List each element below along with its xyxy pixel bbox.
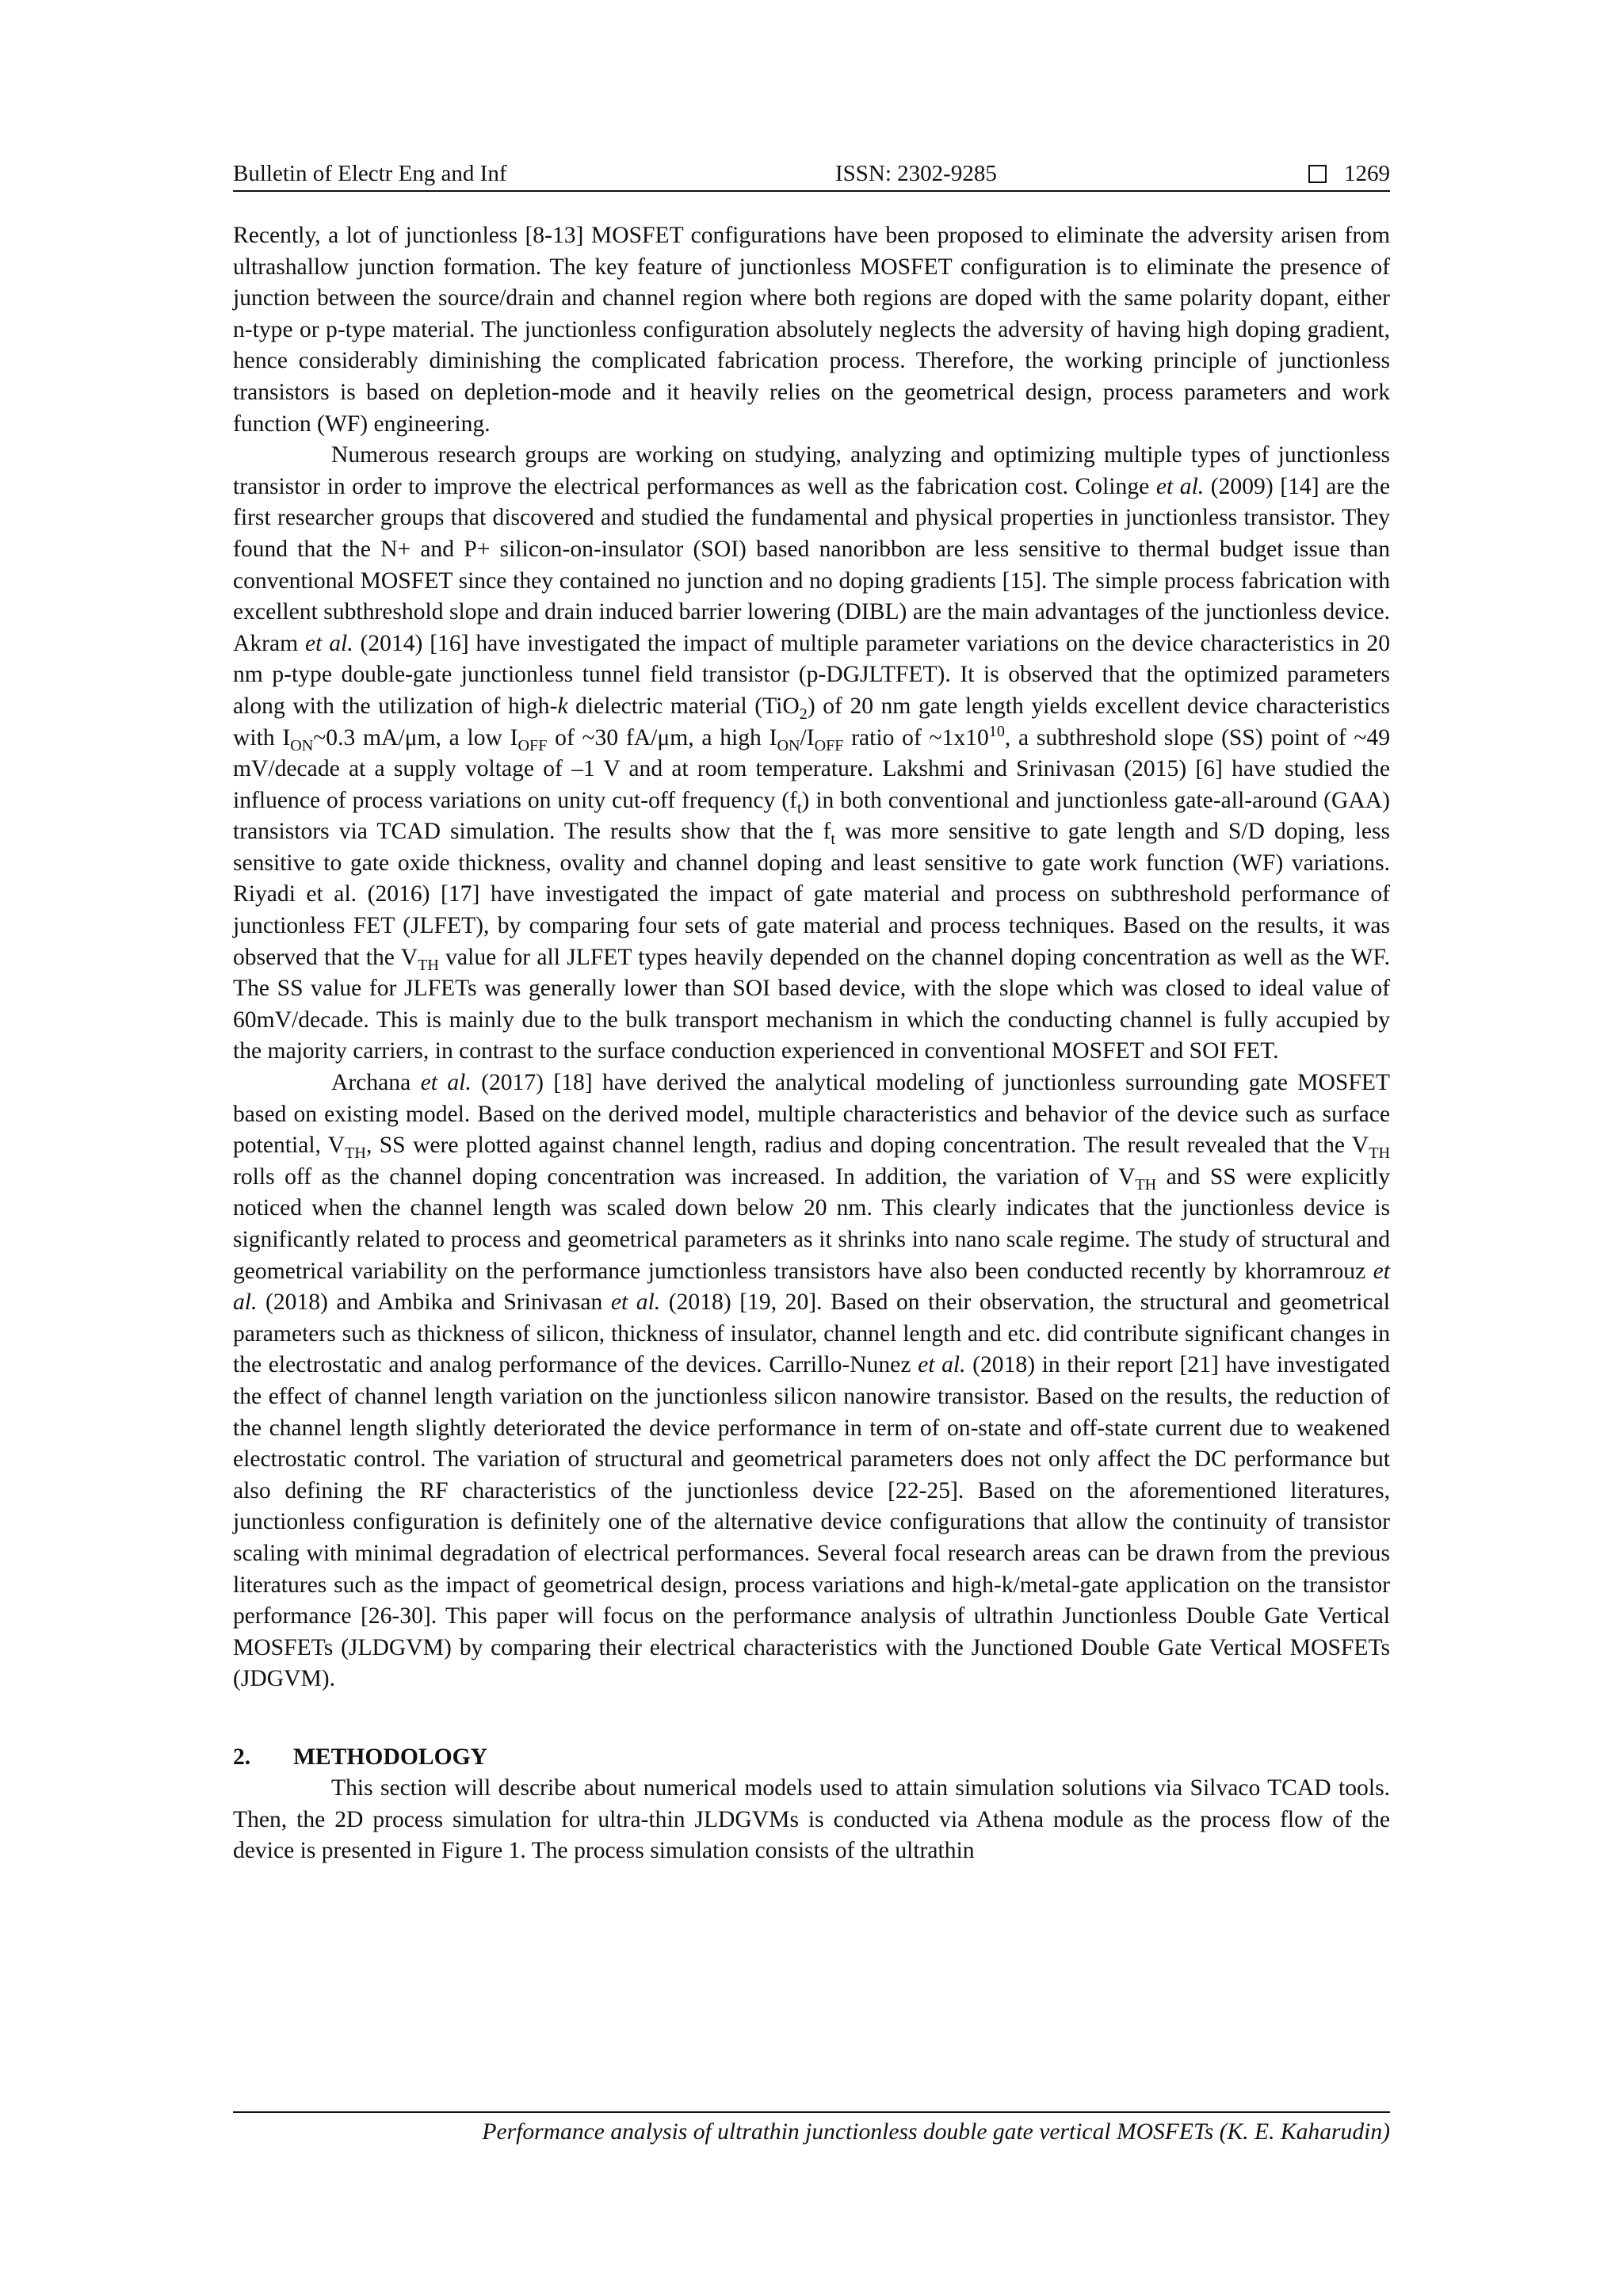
text-run: , a subthreshold slope (SS) point of ~49 mV/decade at a supply voltage of –1 V and at room temperature. Lakshmi and Srinivasan (2015) [6] have studied the influence of process variations on unity cut-off frequency (f [233, 724, 1391, 813]
text-run: Archana [331, 1070, 421, 1096]
journal-name: Bulletin of Electr Eng and Inf [233, 161, 507, 186]
section-title: METHODOLOGY [293, 1744, 487, 1770]
text-run: (2018) and Ambika and Srinivasan [257, 1289, 611, 1316]
text-run: of ~30 fA/μm, a high I [547, 724, 777, 751]
et-al: et al. [305, 630, 353, 656]
page-number-group [1308, 155, 1390, 192]
text-run: , SS were plotted against channel length, radius and doping concentration. The result revealed that the V [365, 1133, 1369, 1159]
page-number: 1269 [1344, 161, 1390, 186]
text-run: ratio of ~1x10 [843, 724, 989, 751]
text-run: value for all JLFET types heavily depended on the channel doping concentration as well as the WF. The SS value for JLFETs was generally lower than SOI based device, with the slope which was closed to ideal value of 60mV/decade. This is mainly due to the bulk transport mechanism in which the conducting channel is fully accupied by the majority carriers, in contrast to the surface conduction experienced in conventional MOSFET and SOI FET. [233, 944, 1390, 1064]
square-box-icon [1308, 165, 1327, 183]
text-run: and SS were explicitly noticed when the channel length was scaled down below 20 nm. This clearly indicates that the junctionless device is significantly related to process and geometrical parameters as it shrinks into nano scale regime. The study of structural and geometrical variability on the performance jumctionless transistors have also been conducted recently by khorramrouz [233, 1163, 1390, 1284]
text-run: (2017) [18] have derived the analytical modeling of junctionless surrounding gate MOSFET based on existing model. Based on the derived model, multiple characteristics and behavior of the device such as surface potential, V [233, 1070, 1390, 1159]
subscript: OFF [517, 736, 548, 755]
subscript: t [796, 799, 802, 817]
subscript: ON [290, 736, 314, 755]
text-run: /I [800, 724, 815, 751]
paragraph-1-text: Recently, a lot of junctionless [8-13] MOSFET configurations have been proposed to eliminate the adversity arisen from ultrashallow junction formation. The key feature of junctionless MOSFET configuration is to eliminate the presence of junction between the source/drain and channel region where both regions are doped with the same polarity dopant, either n-type or p-type material. The junctionless configuration absolutely neglects the adversity of having high doping gradient, hence considerably diminishing the complicated fabrication process. Therefore, the working principle of junctionless transistors is based on depletion-mode and it heavily relies on the geometrical design, process parameters and work function (WF) engineering. [233, 223, 1390, 437]
paragraph-2 [233, 440, 1390, 1068]
issn: ISSN: 2302-9285 [835, 161, 997, 186]
superscript: 10 [988, 722, 1005, 740]
subscript: ON [777, 736, 800, 755]
et-al: et al. [233, 1258, 1390, 1316]
text-run: ) of 20 nm gate length yields excellent device characteristics with I [233, 693, 1391, 751]
header-rule [233, 190, 1390, 192]
footer-rule [233, 2111, 1390, 2113]
subscript: TH [1369, 1144, 1390, 1163]
subscript: 2 [799, 705, 808, 723]
text-run: ~0.3 mA/μm, a low I [313, 724, 518, 751]
text-run: ) in both conventional and junctionless gate-all-around (GAA) transistors via TCAD simulation. The results show that the f [233, 787, 1390, 845]
text-run: (2009) [14] are the first researcher groups that discovered and studied the fundamental and physical properties in junctionless transistor. They found that the N+ and P+ silicon-on-insulator (SOI) based nanoribbon are less sensitive to thermal budget issue than conventional MOSFET since they contained no junction and no doping gradients [15]. The simple process fabrication with excellent subthreshold slope and drain induced barrier lowering (DIBL) are the main advantages of the junctionless device. Akram [233, 473, 1390, 656]
paragraph-3 [233, 1068, 1390, 1695]
section-number: 2. [233, 1744, 251, 1770]
text-run: (2018) [19, 20]. Based on their observation, the structural and geometrical parameters such as thickness of silicon, thickness of insulator, channel length and etc. did contribute significant changes in the electrostatic and analog performance of the devices. Carrillo-Nunez [233, 1289, 1390, 1378]
italic-k: k [557, 693, 568, 719]
subscript: TH [1135, 1175, 1157, 1194]
body-text [233, 220, 1390, 1867]
paragraph-4 [233, 1773, 1390, 1867]
text-run: rolls off as the channel doping concentration was increased. In addition, the variation of V [233, 1163, 1136, 1190]
et-al: et al. [918, 1352, 966, 1378]
subscript: t [831, 831, 835, 849]
et-al: et al. [1155, 473, 1205, 499]
subscript: OFF [814, 736, 844, 755]
text-run: (2014) [16] have investigated the impact of multiple parameter variations on the device characteristics in 20 nm p-type double-gate junctionless tunnel field transistor (p-DGJLTFET). It is observed that the optimized parameters along with the utilization of high- [233, 630, 1390, 719]
running-footer: Performance analysis of ultrathin junctionless double gate vertical MOSFETs (K. E. Kaharudin) [482, 2119, 1390, 2145]
et-al: et al. [610, 1289, 661, 1316]
et-al: et al. [420, 1070, 472, 1096]
text-run: was more sensitive to gate length and S/D doping, less sensitive to gate oxide thickness, ovality and channel doping and least sensitive to gate work function (WF) variations. Riyadi et al. (2016) [17] have investigated the impact of gate material and process on subthreshold performance of junctionless FET (JLFET), by comparing four sets of gate material and process techniques. Based on the results, it was observed that the V [233, 819, 1390, 970]
paragraph-1 [233, 220, 1390, 440]
section-heading [233, 1741, 1390, 1773]
running-header [233, 155, 1390, 192]
paragraph-4-text: This section will describe about numerical models used to attain simulation solutions via Silvaco TCAD tools. Then, the 2D process simulation for ultra-thin JLDGVMs is conducted via Athena module as the process flow of the device is presented in Figure 1. The process simulation consists of the ultrathin [233, 1775, 1390, 1864]
text-run: dielectric material (TiO [567, 693, 800, 719]
text-run: Numerous research groups are working on studying, analyzing and optimizing multiple types of junctionless transistor in order to improve the electrical performances as well as the fabrication cost. Colinge [233, 442, 1390, 499]
subscript: TH [345, 1144, 366, 1163]
subscript: TH [418, 956, 439, 974]
text-run: (2018) in their report [21] have investigated the effect of channel length variation on the junctionless silicon nanowire transistor. Based on the results, the reduction of the channel length slightly deteriorated the device performance in term of on-state and off-state current due to weakened electrostatic control. The variation of structural and geometrical parameters does not only affect the DC performance but also defining the RF characteristics of the junctionless device [22-25]. Based on the aforementioned literatures, junctionless configuration is definitely one of the alternative device configurations that allow the continuity of transistor scaling with minimal degradation of electrical performances. Several focal research areas can be drawn from the previous literatures such as the impact of geometrical design, process variations and high-k/metal-gate application on the transistor performance [26-30]. This paper will focus on the performance analysis of ultrathin Junctionless Double Gate Vertical MOSFETs (JLDGVM) by comparing their electrical characteristics with the Junctioned Double Gate Vertical MOSFETs (JDGVM). [233, 1352, 1390, 1692]
